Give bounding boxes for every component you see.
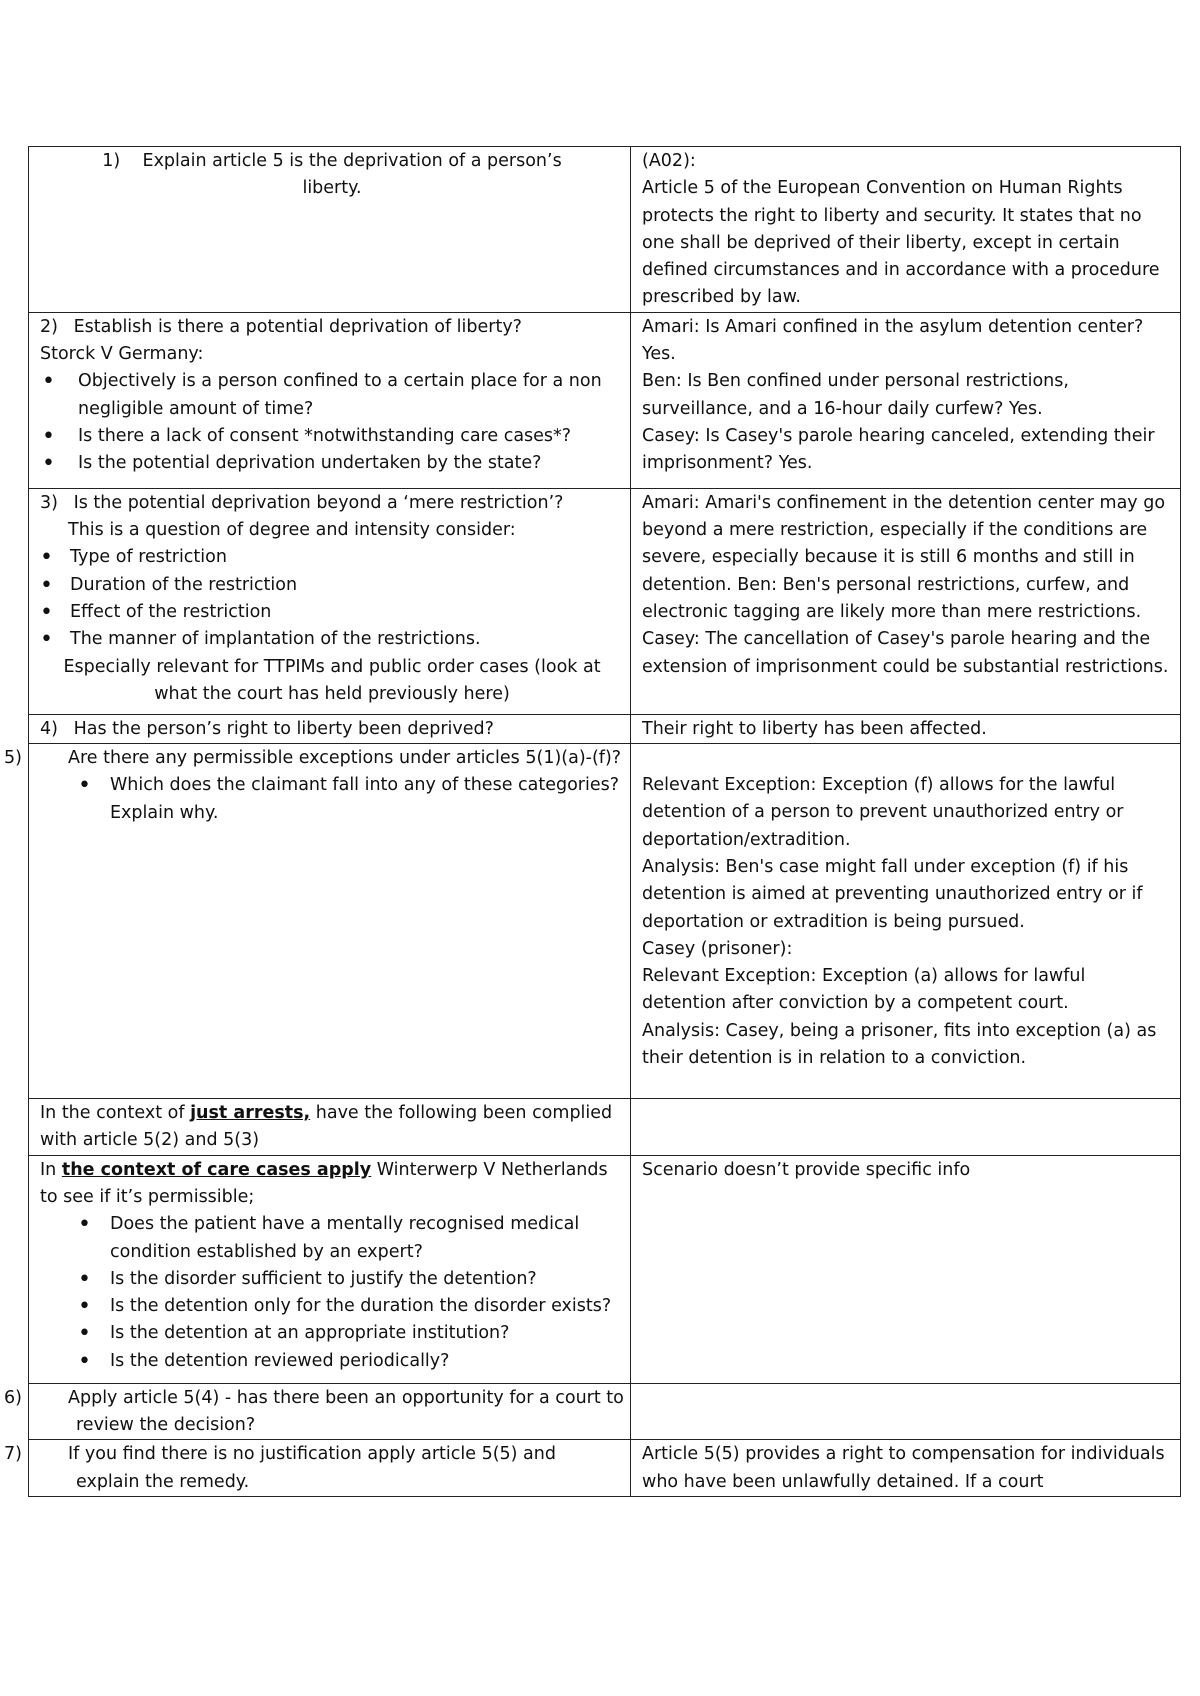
answer-cell xyxy=(631,1155,1181,1383)
question-text: 1) Explain article 5 is the deprivation of a person’s liberty. xyxy=(102,151,562,199)
table-row xyxy=(29,312,1181,488)
question-cell: In the context of just arrests, have the following been complied with article 5(2) and 5(3) xyxy=(29,1099,631,1156)
answer-cell xyxy=(631,1099,1181,1156)
question-cell xyxy=(4,1383,631,1440)
answer-text: Casey: Is Casey's parole hearing canceled, extending their imprisonment? Yes. xyxy=(642,425,1155,474)
answer-cell xyxy=(631,744,1181,1099)
answer-text: Analysis: Ben's case might fall under exception (f) if his detention is aimed at preventing unauthorized entry or if deportation or extradition is being pursued. xyxy=(642,856,1143,932)
emphasis-text: the context of care cases apply xyxy=(61,1159,372,1180)
list-item: • Is there a lack of consent *notwithstanding care cases*? xyxy=(40,423,624,450)
question-number: 4) xyxy=(40,718,58,739)
table-row xyxy=(29,488,1181,714)
answer-label: (A02): xyxy=(642,151,696,171)
answer-cell xyxy=(631,147,1181,313)
table-row xyxy=(29,1440,1181,1497)
criteria-list xyxy=(40,772,624,827)
answer-cell xyxy=(631,488,1181,714)
question-number: 5) xyxy=(4,748,22,769)
answer-cell xyxy=(631,1440,1181,1497)
list-item: • Type of restriction xyxy=(40,544,624,571)
question-note: Especially relevant for TTPIMs and public order cases (look at what the court has held previously here) xyxy=(63,656,601,704)
question-title: 3) Is the potential deprivation beyond a ‘mere restriction’? xyxy=(40,490,624,517)
answer-text: Ben: Is Ben confined under personal restrictions, surveillance, and a 16-hour daily curfew? Yes. xyxy=(642,371,1069,419)
answer-text: Casey (prisoner): xyxy=(642,938,793,959)
list-item: • Objectively is a person confined to a certain place for a non negligible amount of time? xyxy=(40,368,624,423)
table-row xyxy=(29,1383,1181,1440)
answer-text: Article 5 of the European Convention on Human Rights protects the right to liberty and security. It states that no one shall be deprived of their liberty, except in certain defined circumstances and in accordance with a procedure prescribed by law. xyxy=(642,178,1160,308)
question-title: 6) Apply article 5(4) - has there been an opportunity for a court to review the decision? xyxy=(40,1385,624,1440)
question-title: In the context of care cases apply Winterwerp V Netherlands to see if it’s permissible; xyxy=(40,1159,608,1207)
question-number: 7) xyxy=(4,1444,22,1465)
table-row xyxy=(29,714,1181,743)
table-row xyxy=(29,744,1181,1099)
criteria-list xyxy=(40,1211,624,1375)
answer-text: Relevant Exception: Exception (f) allows for the lawful detention of a person to prevent unauthorized entry or deportation/extradition. xyxy=(642,775,1124,850)
analysis-table xyxy=(4,146,1181,1497)
question-title: 2) Establish is there a potential deprivation of liberty? xyxy=(40,314,624,341)
answer-cell xyxy=(631,312,1181,488)
question-cell xyxy=(29,312,631,488)
list-item: • Is the potential deprivation undertaken by the state? xyxy=(40,450,624,477)
list-item: • Which does the claimant fall into any of these categories? Explain why. xyxy=(40,772,624,827)
question-number: 1) xyxy=(102,151,121,171)
question-title: Has the person’s right to liberty been deprived? xyxy=(73,718,494,739)
case-name: Storck V Germany: xyxy=(40,344,204,365)
list-item: • Effect of the restriction xyxy=(40,599,624,626)
answer-text: Analysis: Casey, being a prisoner, fits into exception (a) as their detention is in relation to a conviction. xyxy=(642,1020,1157,1069)
question-cell xyxy=(29,714,631,743)
list-item: • Duration of the restriction xyxy=(40,572,624,599)
question-title: 5) Are there any permissible exceptions under articles 5(1)(a)-(f)? xyxy=(40,745,624,772)
question-number: 2) xyxy=(40,316,58,337)
list-item: • Is the disorder sufficient to justify the detention? xyxy=(40,1266,624,1293)
criteria-list xyxy=(40,368,624,477)
list-item: • The manner of implantation of the restrictions. xyxy=(40,626,624,653)
question-number: 3) xyxy=(40,492,58,513)
question-cell xyxy=(29,1155,631,1383)
answer-text: Their right to liberty has been affected. xyxy=(642,718,987,739)
answer-text: Article 5(5) provides a right to compensation for individuals who have been unlawfully detained. If a court xyxy=(642,1444,1165,1492)
list-item: • Is the detention reviewed periodically? xyxy=(40,1348,624,1375)
question-cell xyxy=(29,147,631,313)
question-cell xyxy=(29,488,631,714)
answer-text: Amari: Amari's confinement in the detention center may go beyond a mere restriction, especially if the conditions are severe, especially because it is still 6 months and still in detention. Ben: Ben's personal restrictions, curfew, and electronic tagging are likely more than mere restrictions. Casey: The cancellation of Casey's parole hearing and the extension of imprisonment could be substantial restrictions. xyxy=(642,492,1169,677)
criteria-list xyxy=(40,544,624,653)
list-item: • Is the detention at an appropriate institution? xyxy=(40,1320,624,1347)
answer-cell xyxy=(631,714,1181,743)
answer-text: Relevant Exception: Exception (a) allows for lawful detention after conviction by a competent court. xyxy=(642,966,1086,1014)
answer-text: Amari: Is Amari confined in the asylum detention center? Yes. xyxy=(642,316,1144,365)
table-row xyxy=(29,1099,1181,1156)
table-row xyxy=(29,147,1181,313)
list-item: • Does the patient have a mentally recognised medical condition established by an expert? xyxy=(40,1211,624,1266)
question-cell xyxy=(4,744,631,1099)
question-number: 6) xyxy=(4,1387,22,1408)
answer-cell xyxy=(631,1383,1181,1440)
question-title: 7) If you find there is no justification apply article 5(5) and explain the remedy. xyxy=(40,1441,624,1496)
question-subtitle: This is a question of degree and intensity consider: xyxy=(68,520,516,541)
question-cell xyxy=(4,1440,631,1497)
list-item: • Is the detention only for the duration the disorder exists? xyxy=(40,1293,624,1320)
answer-text: Scenario doesn’t provide specific info xyxy=(642,1159,971,1180)
table-row xyxy=(29,1155,1181,1383)
emphasis-text: just arrests, xyxy=(190,1103,311,1124)
